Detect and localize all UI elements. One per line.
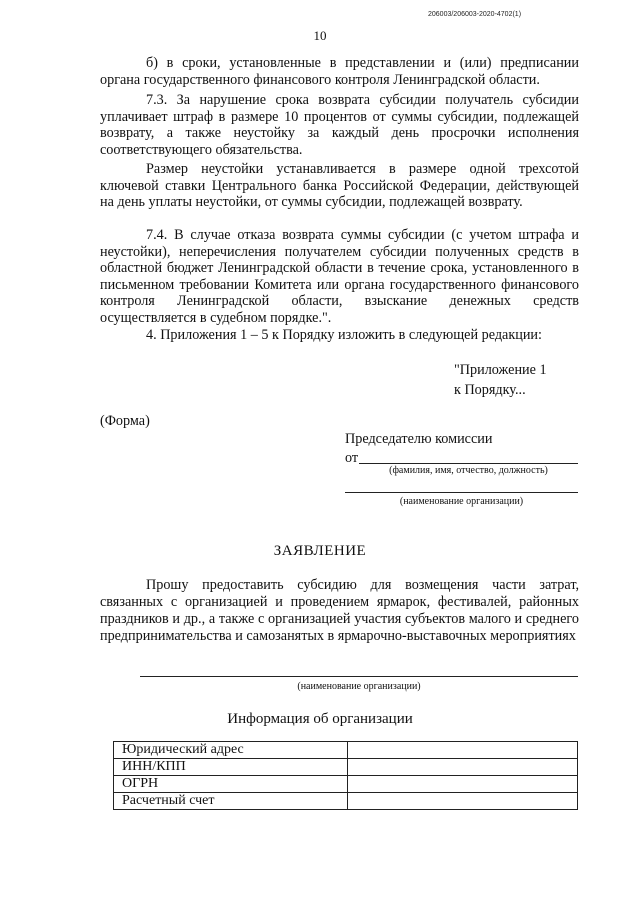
row-value-settlement-account	[348, 793, 578, 810]
table-row	[114, 793, 578, 810]
row-label-ogrn: ОГРН	[114, 776, 348, 793]
statement-org-line	[140, 676, 578, 677]
addressee-name-line	[359, 463, 578, 464]
appendix-line-1: "Приложение 1	[454, 362, 547, 378]
row-label-settlement-account: Расчетный счет	[114, 793, 348, 810]
paragraph-appendices: 4. Приложения 1 – 5 к Порядку изложить в следующей редакции:	[146, 327, 542, 343]
statement-body: Прошу предоставить субсидию для возмещения части затрат, связанных с организацией и проведением ярмарок, фестивалей, районных праздников и др., а также с организацией участия субъектов малого и среднего предпринимательства и самозанятых в ярмарочно-выставочных мероприятиях	[100, 577, 579, 644]
org-info-table	[113, 741, 578, 810]
appendix-reference	[454, 360, 547, 400]
appendix-line-2: к Порядку...	[454, 382, 526, 398]
table-row	[114, 742, 578, 759]
form-label: (Форма)	[100, 413, 150, 429]
paragraph-7-4: 7.4. В случае отказа возврата суммы субсидии (с учетом штрафа и неустойки), неперечисления получателем субсидии полученных средств в областной бюджет Ленинградской области в течение срока, установленного в письменном требовании Комитета или органа государственного финансового контроля Ленинградской области, взыскание денежных средств осуществляется в судебном порядке.".	[100, 227, 579, 326]
table-row	[114, 759, 578, 776]
row-label-inn-kpp: ИНН/КПП	[114, 759, 348, 776]
caption-organization-name: (наименование организации)	[399, 496, 524, 507]
statement-caption-organization: (наименование организации)	[297, 681, 421, 692]
paragraph-penalty-size: Размер неустойки устанавливается в размере одной трехсотой ключевой ставки Центрального банка Российской Федерации, действующей на день уплаты неустойки, от суммы субсидии, подлежащей возврату.	[100, 161, 579, 211]
table-row	[114, 776, 578, 793]
paragraph-7-3: 7.3. За нарушение срока возврата субсидии получатель субсидии уплачивает штраф в размере 10 процентов от суммы субсидии, подлежащей возврату, а также неустойку за каждый день просрочки исполнения соответствующего обязательства.	[100, 92, 579, 158]
page-number: 10	[313, 28, 327, 43]
row-value-inn-kpp	[348, 759, 578, 776]
row-value-legal-address	[348, 742, 578, 759]
addressee-from-prefix: от	[345, 450, 359, 466]
row-value-ogrn	[348, 776, 578, 793]
document-id: 206003/206003-2020-4702(1)	[428, 11, 522, 18]
addressee-title: Председателю комиссии	[345, 431, 493, 447]
caption-full-name: (фамилия, имя, отчество, должность)	[389, 465, 548, 476]
statement-title: ЗАЯВЛЕНИЕ	[273, 543, 367, 559]
org-info-title: Информация об организации	[227, 711, 413, 727]
paragraph-return-deadline: б) в сроки, установленные в представлении и (или) предписании органа государственного финансового контроля Ленинградской области.	[100, 55, 579, 88]
addressee-org-line	[345, 492, 578, 493]
row-label-legal-address: Юридический адрес	[114, 742, 348, 759]
